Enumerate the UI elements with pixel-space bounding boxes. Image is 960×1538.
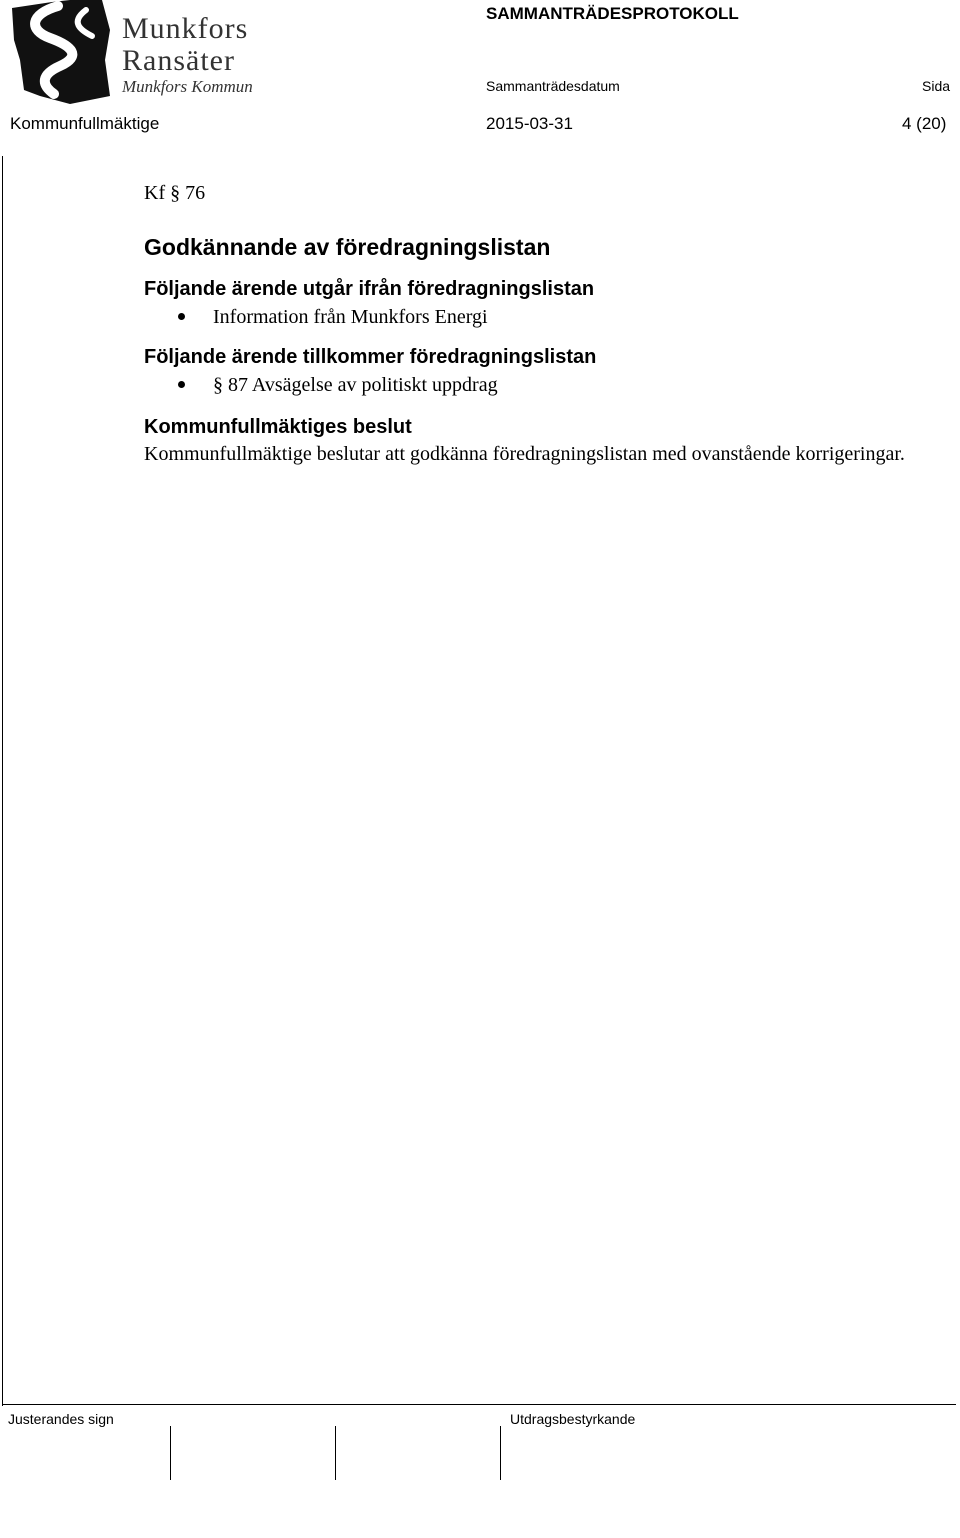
bullet-icon xyxy=(178,313,185,320)
removed-items-list xyxy=(144,304,944,330)
decision-heading: Kommunfullmäktiges beslut xyxy=(144,416,412,438)
protocol-section xyxy=(144,180,944,468)
signature-label: Justerandes sign xyxy=(8,1411,114,1427)
svg-text:Munkfors: Munkfors xyxy=(122,12,249,45)
bullet-icon xyxy=(178,381,185,388)
list-item xyxy=(144,372,944,398)
signature-divider xyxy=(335,1426,336,1480)
list-item-text: § 87 Avsägelse av politiskt uppdrag xyxy=(213,374,498,396)
signature-divider xyxy=(170,1426,171,1480)
committee-name: Kommunfullmäktige xyxy=(10,114,160,133)
municipality-logo xyxy=(10,0,280,110)
meeting-date: 2015-03-31 xyxy=(486,114,573,133)
removed-items-heading: Följande ärende utgår ifrån föredragningslistan xyxy=(144,278,595,300)
section-title: Godkännande av föredragningslistan xyxy=(144,234,551,260)
list-item-text: Information från Munkfors Energi xyxy=(213,306,488,328)
document-type: SAMMANTRÄDESPROTOKOLL xyxy=(486,4,739,23)
page-label: Sida xyxy=(922,78,951,94)
page-number: 4 (20) xyxy=(902,114,947,133)
signature-divider xyxy=(500,1426,501,1480)
logo-emblem-icon xyxy=(10,0,280,110)
added-items-heading: Följande ärende tillkommer föredragningslistan xyxy=(144,346,597,368)
left-margin-rule xyxy=(2,156,3,1406)
date-label: Sammanträdesdatum xyxy=(486,78,620,94)
list-item xyxy=(144,304,944,330)
paragraph-reference: Kf § 76 xyxy=(144,182,206,204)
footer-rule xyxy=(2,1404,956,1405)
extract-certification-label: Utdragsbestyrkande xyxy=(510,1411,636,1427)
svg-text:Ransäter: Ransäter xyxy=(122,44,235,77)
decision-text: Kommunfullmäktige beslutar att godkänna föredragningslistan med ovanstående korrigeringar. xyxy=(144,443,905,465)
svg-text:Munkfors Kommun: Munkfors Kommun xyxy=(122,77,253,96)
added-items-list xyxy=(144,372,944,398)
